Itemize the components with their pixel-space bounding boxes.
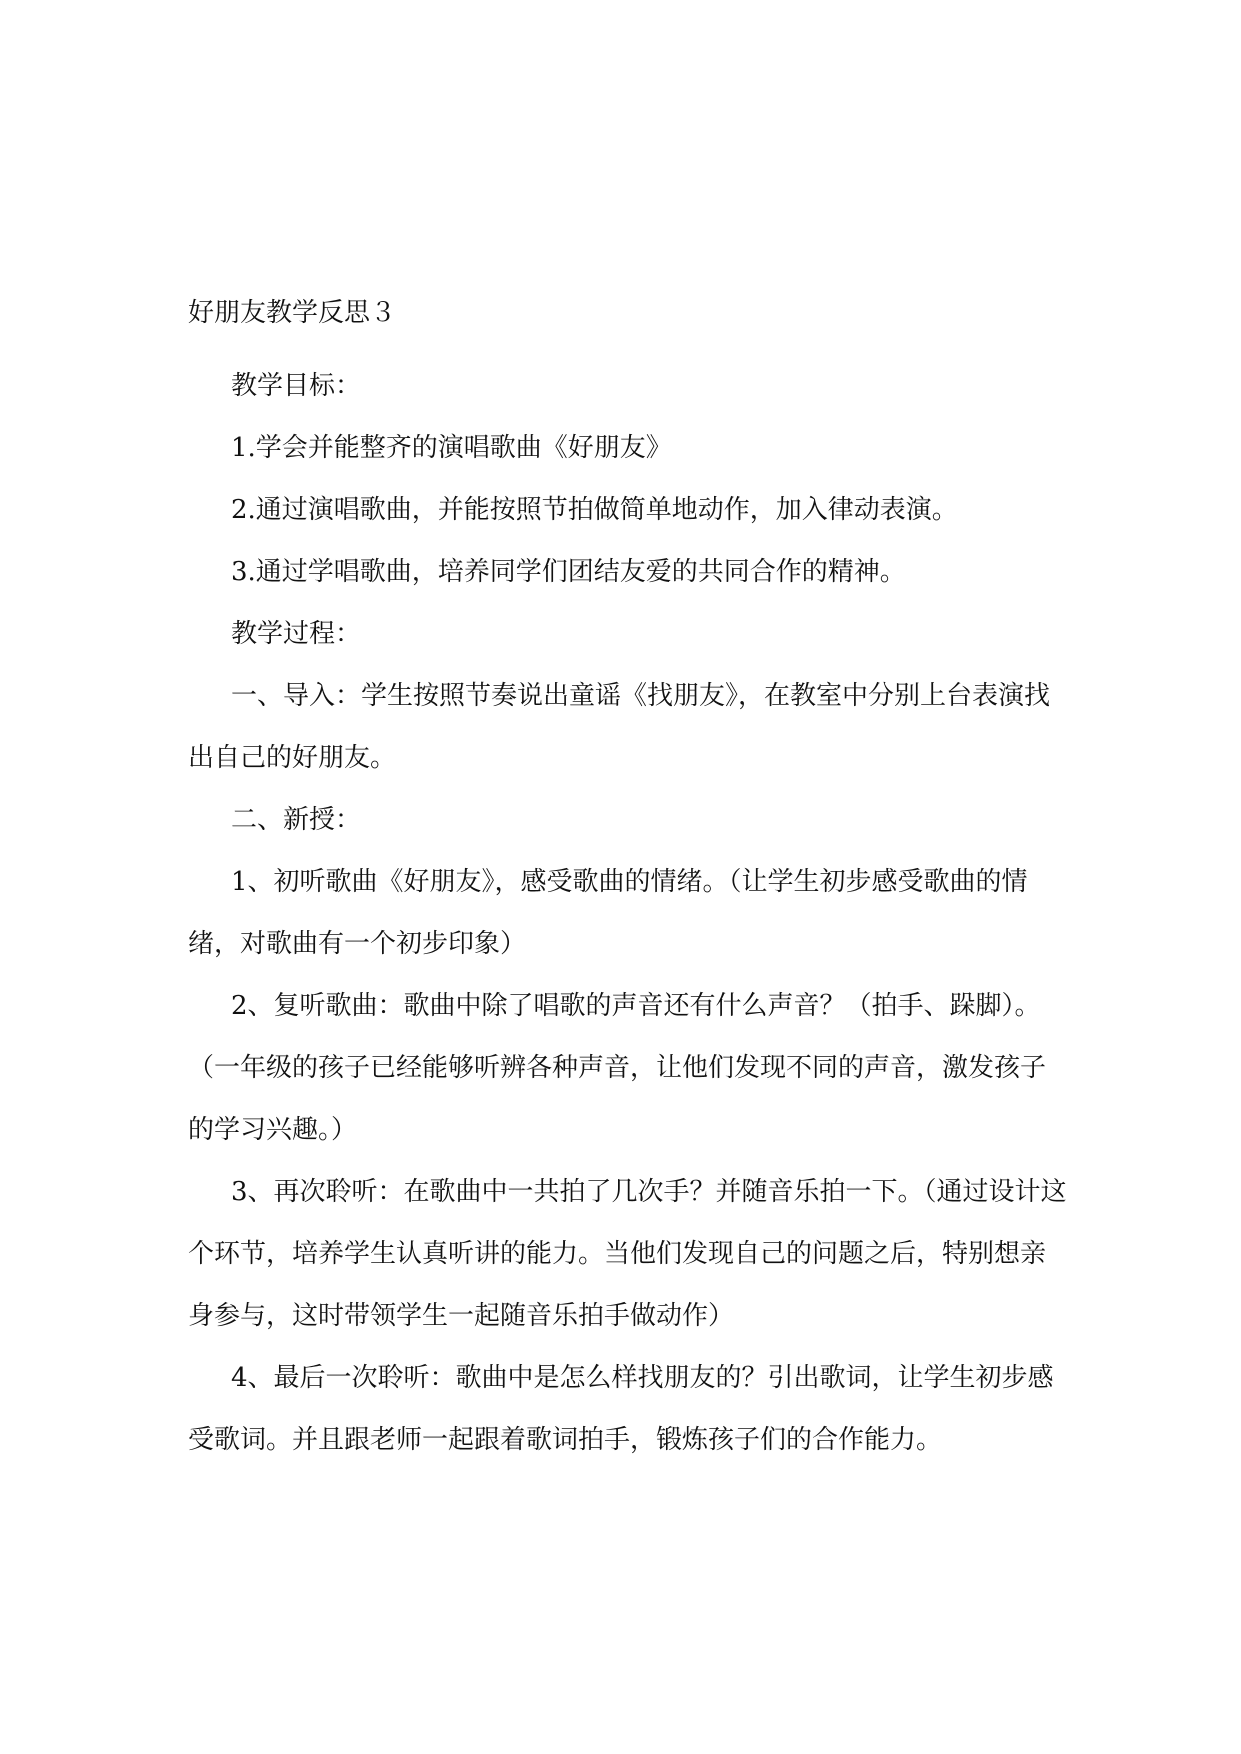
paragraph-new-lesson-heading: 二、新授： [231,805,362,835]
paragraph-step-2: 2、复听歌曲：歌曲中除了唱歌的声音还有什么声音？（拍手、跺脚）。（一年级的孩子已经能够听辨各种声音，让他们发现不同的声音，激发孩子的学习兴趣。） [188,991,1047,1145]
paragraph-introduction: 一、导入：学生按照节奏说出童谣《找朋友》，在教室中分别上台表演找出自己的好朋友。 [188,681,1051,773]
paragraph-step-3: 3、再次聆听：在歌曲中一共拍了几次手？并随音乐拍一下。（通过设计这个环节，培养学生认真听讲的能力。当他们发现自己的问题之后，特别想亲身参与，这时带领学生一起随音乐拍手做动作） [188,1177,1067,1331]
paragraph-goal-1: 1.学会并能整齐的演唱歌曲《好朋友》 [231,433,672,463]
document-title: 好朋友教学反思３ [188,298,397,328]
paragraph-goal-2: 2.通过演唱歌曲，并能按照节拍做简单地动作，加入律动表演。 [231,495,958,525]
paragraph-step-1: 1、初听歌曲《好朋友》，感受歌曲的情绪。（让学生初步感受歌曲的情绪，对歌曲有一个初步印象） [188,867,1028,959]
paragraph-process-heading: 教学过程： [231,619,362,649]
paragraph-step-4: 4、最后一次聆听：歌曲中是怎么样找朋友的？引出歌词，让学生初步感受歌词。并且跟老师一起跟着歌词拍手，锻炼孩子们的合作能力。 [188,1363,1054,1455]
paragraph-goal-3: 3.通过学唱歌曲，培养同学们团结友爱的共同合作的精神。 [231,557,906,587]
paragraph-teaching-goals-heading: 教学目标： [231,371,362,401]
document-body [188,293,1068,1471]
